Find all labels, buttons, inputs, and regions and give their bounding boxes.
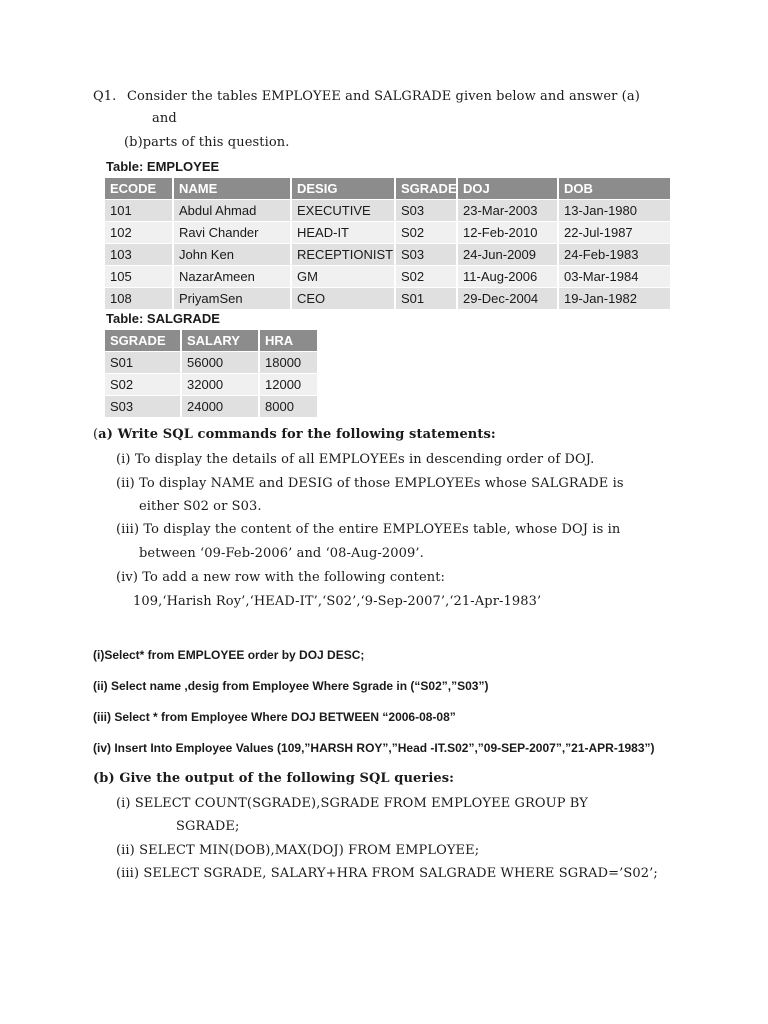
employee-header-desig: DESIG: [291, 178, 395, 200]
part-b-item-iii: (iii) SELECT SGRADE, SALARY+HRA FROM SALGRADE WHERE SGRAD=’S02’;: [116, 866, 658, 881]
table-cell: 11-Aug-2006: [457, 266, 558, 288]
table-cell: PriyamSen: [173, 288, 291, 310]
table-cell: 24-Jun-2009: [457, 244, 558, 266]
part-a-item-i: (i) To display the details of all EMPLOYEEs in descending order of DOJ.: [116, 452, 595, 467]
table-cell: 105: [105, 266, 173, 288]
table-row: [105, 200, 671, 222]
salgrade-table: [105, 330, 319, 417]
employee-header-ecode: ECODE: [105, 178, 173, 200]
table-cell: S02: [105, 374, 181, 396]
part-a-item-iv-line-2: 109,‘Harish Roy’,‘HEAD-IT’,‘S02’,‘9-Sep-2007’,‘21-Apr-1983’: [133, 594, 542, 609]
part-a-item-iv-line-1: (iv) To add a new row with the following content:: [116, 570, 446, 585]
salgrade-header-hra: HRA: [259, 330, 318, 352]
table-cell: S02: [395, 222, 457, 244]
answer-i: (i)Select* from EMPLOYEE order by DOJ DESC;: [93, 648, 365, 662]
table-cell: S01: [395, 288, 457, 310]
table-cell: 29-Dec-2004: [457, 288, 558, 310]
table-cell: 101: [105, 200, 173, 222]
table-cell: 24000: [181, 396, 259, 418]
table-cell: Abdul Ahmad: [173, 200, 291, 222]
part-a-item-ii-line-2: either S02 or S03.: [139, 499, 262, 514]
part-b-item-i-line-1: (i) SELECT COUNT(SGRADE),SGRADE FROM EMPLOYEE GROUP BY: [116, 796, 588, 811]
table-row: [105, 244, 671, 266]
question-line-3: (b)parts of this question.: [124, 135, 290, 150]
table-cell: 108: [105, 288, 173, 310]
table-cell: 8000: [259, 396, 318, 418]
table-cell: 22-Jul-1987: [558, 222, 671, 244]
table-cell: HEAD-IT: [291, 222, 395, 244]
part-a-item-iii-line-2: between ‘09-Feb-2006’ and ‘08-Aug-2009’.: [139, 546, 424, 561]
table-cell: S02: [395, 266, 457, 288]
table-cell: S01: [105, 352, 181, 374]
table-cell: 18000: [259, 352, 318, 374]
part-b-item-ii: (ii) SELECT MIN(DOB),MAX(DOJ) FROM EMPLOYEE;: [116, 843, 480, 858]
table-cell: S03: [395, 200, 457, 222]
table-cell: 56000: [181, 352, 259, 374]
employee-table: [105, 178, 672, 309]
salgrade-header-salary: SALARY: [181, 330, 259, 352]
table-cell: 12-Feb-2010: [457, 222, 558, 244]
salgrade-header-sgrade: SGRADE: [105, 330, 181, 352]
table-row: [105, 288, 671, 310]
table-cell: 19-Jan-1982: [558, 288, 671, 310]
table-cell: 102: [105, 222, 173, 244]
question-number: Q1.: [93, 89, 117, 104]
table-row: [105, 266, 671, 288]
answer-iv: (iv) Insert Into Employee Values (109,”HARSH ROY”,”Head -IT.S02”,”09-SEP-2007”,”21-APR-1983”): [93, 741, 655, 755]
table-cell: CEO: [291, 288, 395, 310]
table-cell: John Ken: [173, 244, 291, 266]
table-cell: NazarAmeen: [173, 266, 291, 288]
answer-ii: (ii) Select name ,desig from Employee Where Sgrade in (“S02”,”S03”): [93, 679, 489, 693]
part-a-prefix: (: [93, 427, 99, 442]
table-cell: EXECUTIVE: [291, 200, 395, 222]
table-row: [105, 374, 318, 396]
table-row: [105, 222, 671, 244]
part-b-item-i-line-2: SGRADE;: [176, 819, 240, 834]
employee-header-dob: DOB: [558, 178, 671, 200]
table-cell: RECEPTIONIST: [291, 244, 395, 266]
salgrade-header-row: [105, 330, 318, 352]
table-row: [105, 352, 318, 374]
question-line-1: Consider the tables EMPLOYEE and SALGRADE given below and answer (a): [127, 89, 640, 104]
table-cell: Ravi Chander: [173, 222, 291, 244]
employee-header-doj: DOJ: [457, 178, 558, 200]
table-cell: GM: [291, 266, 395, 288]
table-cell: 12000: [259, 374, 318, 396]
part-b-heading: (b) Give the output of the following SQL queries:: [93, 771, 455, 786]
salgrade-table-title: Table: SALGRADE: [106, 311, 220, 326]
table-cell: 03-Mar-1984: [558, 266, 671, 288]
table-cell: S03: [395, 244, 457, 266]
table-cell: 103: [105, 244, 173, 266]
employee-header-name: NAME: [173, 178, 291, 200]
part-a-heading-text: a) Write SQL commands for the following statements:: [98, 427, 496, 442]
part-a-item-iii-line-1: (iii) To display the content of the entire EMPLOYEEs table, whose DOJ is in: [116, 522, 621, 537]
table-cell: 23-Mar-2003: [457, 200, 558, 222]
table-row: [105, 396, 318, 418]
employee-table-title: Table: EMPLOYEE: [106, 159, 220, 174]
question-line-2: and: [152, 111, 177, 126]
table-cell: S03: [105, 396, 181, 418]
answer-iii: (iii) Select * from Employee Where DOJ BETWEEN “2006-08-08”: [93, 710, 456, 724]
part-a-heading: [93, 427, 496, 442]
employee-header-row: [105, 178, 671, 200]
part-a-item-ii-line-1: (ii) To display NAME and DESIG of those EMPLOYEEs whose SALGRADE is: [116, 476, 624, 491]
table-cell: 13-Jan-1980: [558, 200, 671, 222]
employee-header-sgrade: SGRADE: [395, 178, 457, 200]
table-cell: 32000: [181, 374, 259, 396]
table-cell: 24-Feb-1983: [558, 244, 671, 266]
